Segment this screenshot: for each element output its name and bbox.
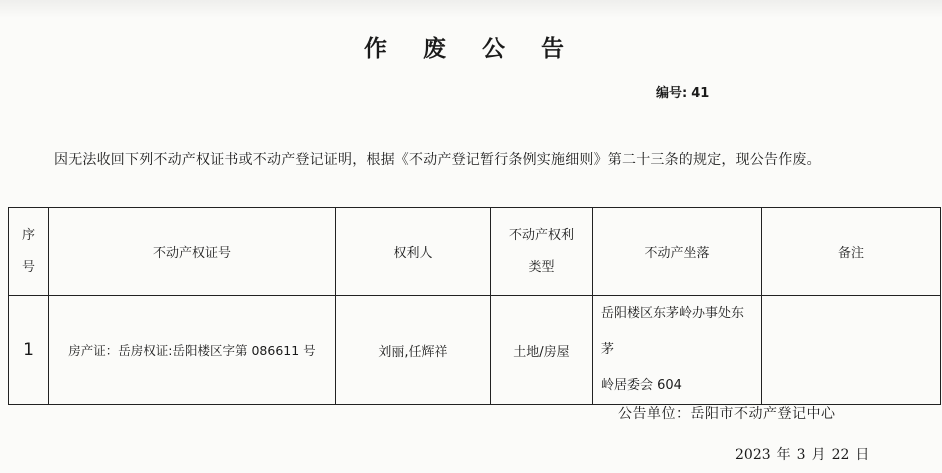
- row-location-line2: 岭居委会 604: [601, 378, 682, 393]
- document-number-value: 41: [691, 86, 710, 101]
- date-day: 22: [831, 447, 850, 463]
- header-remark: 备注: [762, 208, 941, 296]
- publisher-line: 公告单位：岳阳市不动产登记中心: [618, 406, 836, 422]
- void-certificates-table: [8, 207, 941, 405]
- row-remark: [762, 296, 941, 405]
- row-seq: 1: [9, 296, 49, 405]
- row-location: [593, 296, 762, 405]
- header-seq-line1: 序: [21, 227, 35, 243]
- document-number-label: 编号:: [656, 86, 688, 101]
- row-cert-no: 房产证：岳房权证:岳阳楼区字第 086611 号: [49, 296, 336, 405]
- header-right-type-line2: 类型: [528, 259, 555, 275]
- header-seq-line2: 号: [21, 259, 35, 275]
- table-row: [9, 296, 941, 405]
- date-year-unit: 年: [776, 447, 791, 463]
- header-location: 不动产坐落: [593, 208, 762, 296]
- header-holder: 权利人: [336, 208, 491, 296]
- page-title: 作 废 公 告: [363, 35, 579, 62]
- row-holder: 刘丽,任辉祥: [336, 296, 491, 405]
- header-seq: [9, 208, 49, 296]
- document-number: [656, 82, 709, 101]
- intro-paragraph: 因无法收回下列不动产权证书或不动产登记证明，根据《不动产登记暂行条例实施细则》第二十三条的规定，现公告作废。: [54, 152, 821, 168]
- header-cert-no: 不动产权证号: [49, 208, 336, 296]
- row-right-type: 土地/房屋: [491, 296, 593, 405]
- date-day-unit: 日: [855, 447, 870, 463]
- row-location-line1: 岳阳楼区东茅岭办事处东茅: [601, 306, 745, 357]
- date-year: 2023: [735, 447, 771, 463]
- header-right-type-line1: 不动产权利: [508, 227, 574, 243]
- date-month-unit: 月: [811, 447, 826, 463]
- publish-date: [732, 444, 872, 464]
- table-header-row: [9, 208, 941, 296]
- header-right-type: [491, 208, 593, 296]
- date-month: 3: [796, 447, 806, 463]
